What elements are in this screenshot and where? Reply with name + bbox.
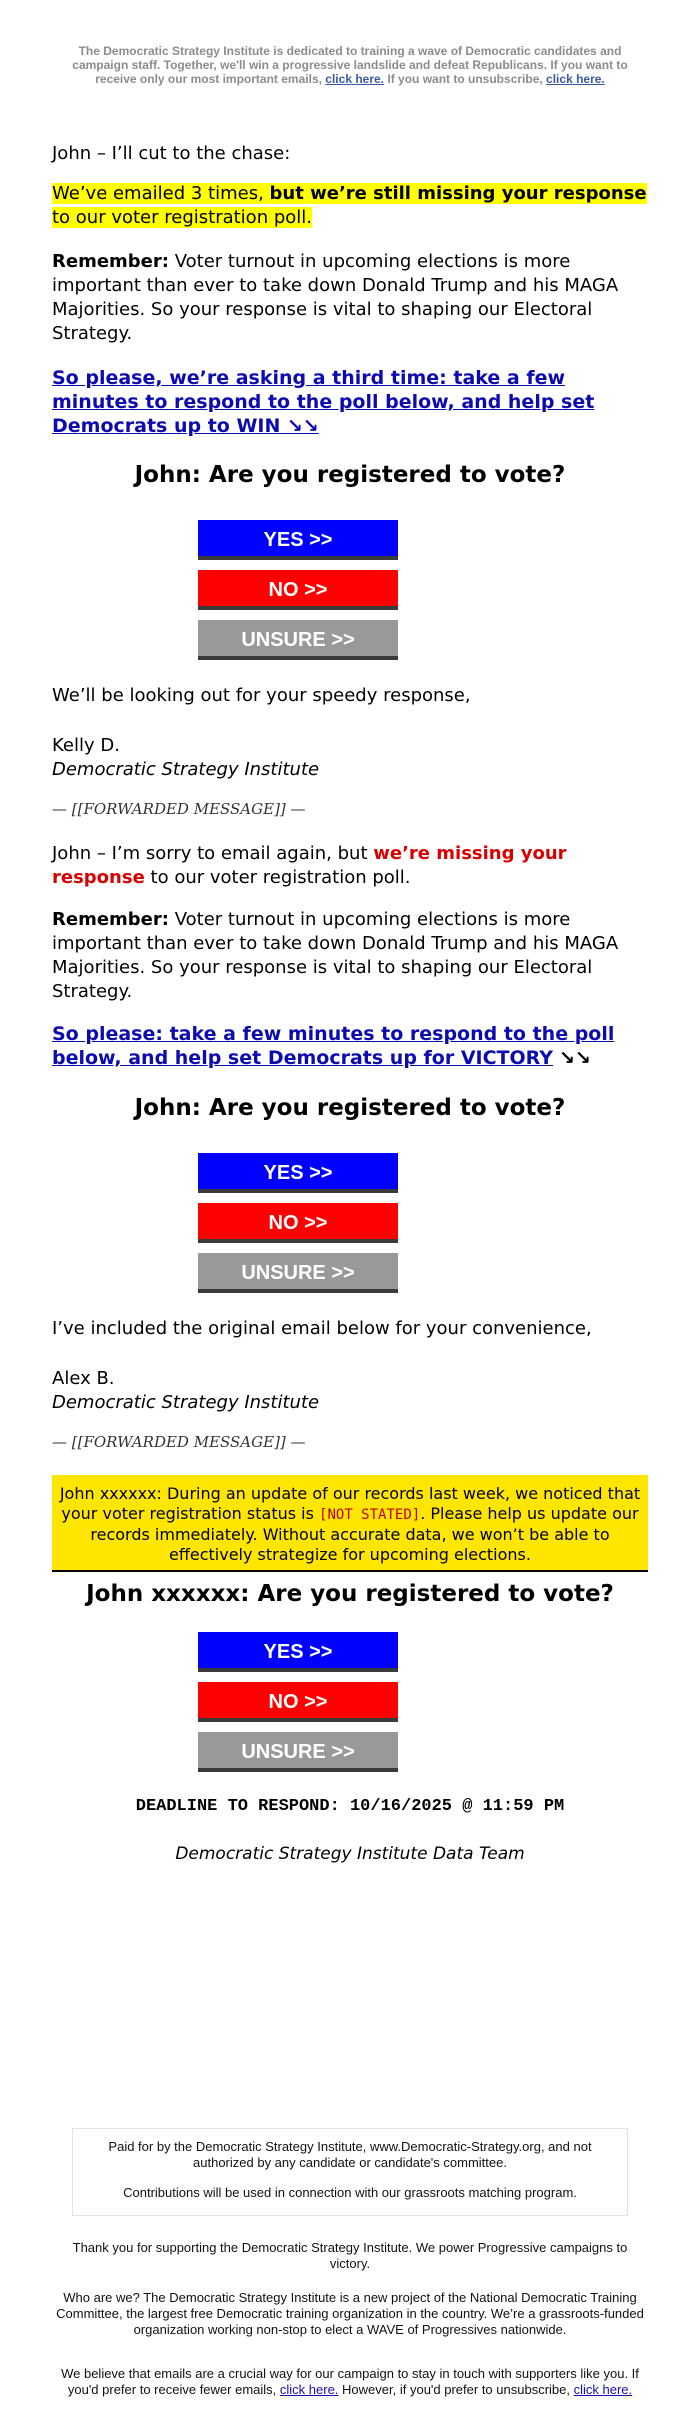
preheader-text: The Democratic Strategy Institute is dedicated to training a wave of Democratic candidates and campaign staff. Together, we'll win a progressive landslide and defeat Republicans. If you want to receive only our most important emails,	[72, 44, 628, 86]
unsure-button-2[interactable]: UNSURE >>	[198, 1253, 398, 1293]
disclaimer-box	[72, 2128, 628, 2216]
question-heading-3: John xxxxxx: Are you registered to vote?	[86, 1581, 614, 1607]
forwarded-divider: — [[FORWARDED MESSAGE]] —	[52, 800, 306, 818]
highlight-paragraph	[52, 182, 652, 230]
unsubscribe-link[interactable]: click here.	[573, 2382, 633, 2397]
remember-text: Voter turnout in upcoming elections is more important than ever to take down Donald Trump and his MAGA Majorities. So your response is vital to shaping our Electoral Strategy.	[52, 251, 619, 344]
yes-button[interactable]: YES >>	[198, 520, 398, 560]
email-preferences	[52, 2366, 648, 2398]
no-button[interactable]: NO >>	[198, 570, 398, 610]
sender-org: Democratic Strategy Institute	[52, 759, 320, 780]
highlight-end: to our voter registration poll.	[52, 207, 312, 228]
forwarded-divider-2: — [[FORWARDED MESSAGE]] —	[52, 1433, 306, 1451]
who-text: Who are we? The Democratic Strategy Institute is a new project of the National Democratic Training Committee, the largest free Democratic training organization in the country. We’re a grassroots-funded organization working non-stop to elect a WAVE of Progressives nationwide.	[56, 2290, 644, 2337]
remember-label: Remember:	[52, 251, 169, 272]
unsure-button[interactable]: UNSURE >>	[198, 620, 398, 660]
remember-paragraph	[52, 250, 642, 346]
remember-text-2: Voter turnout in upcoming elections is more important than ever to take down Donald Trump and his MAGA Majorities. So your response is vital to shaping our Electoral Strategy.	[52, 909, 619, 1002]
unsure-button-3[interactable]: UNSURE >>	[198, 1732, 398, 1772]
preheader-text-middle: If you want to unsubscribe,	[387, 72, 543, 86]
notice-start: John xxxxxx: During an update of our records last week, we noticed that your voter registration status is	[59, 1484, 641, 1523]
highlight-bold: but we’re still missing your response	[269, 183, 647, 204]
notice-end: . Please help us update our records immediately. Without accurate data, we won’t be able to effectively strategize for upcoming elections.	[90, 1504, 639, 1564]
fewer-emails-link[interactable]: click here.	[279, 2382, 339, 2397]
greeting: John – I’ll cut to the chase:	[52, 143, 291, 164]
registration-notice	[52, 1475, 648, 1572]
no-button-3[interactable]: NO >>	[198, 1682, 398, 1722]
cta-link-2[interactable]: So please: take a few minutes to respond to the poll below, and help set Democrats up for VICTORY	[52, 1023, 615, 1069]
intro-paragraph	[52, 842, 652, 890]
preheader-important-link[interactable]: click here.	[325, 72, 385, 86]
question-heading: John: Are you registered to vote?	[134, 462, 566, 488]
status-value: [NOT STATED]	[319, 1507, 421, 1523]
cta-link[interactable]: So please, we’re asking a third time: take a few minutes to respond to the poll below, and help set Democrats up to WIN ↘↘	[52, 367, 595, 437]
signoff: We’ll be looking out for your speedy response,	[52, 685, 471, 706]
intro-end: to our voter registration poll.	[150, 867, 411, 888]
yes-button-3[interactable]: YES >>	[198, 1632, 398, 1672]
remember-paragraph-2	[52, 908, 642, 1004]
sender-name: Kelly D.	[52, 735, 120, 756]
intro-red: we’re missing your response	[52, 843, 567, 888]
sender-org-2: Democratic Strategy Institute	[52, 1392, 320, 1413]
preheader	[52, 44, 648, 86]
no-button-2[interactable]: NO >>	[198, 1203, 398, 1243]
deadline: DEADLINE TO RESPOND: 10/16/2025 @ 11:59 PM	[135, 1797, 565, 1816]
yes-button-2[interactable]: YES >>	[198, 1153, 398, 1193]
team-signature: Democratic Strategy Institute Data Team	[175, 1844, 525, 1864]
believe-middle: However, if you'd prefer to unsubscribe,	[342, 2382, 570, 2397]
intro-start: John – I’m sorry to email again, but	[52, 843, 368, 864]
paid-for-text: Paid for by the Democratic Strategy Institute, www.Democratic-Strategy.org, and not authorized by any candidate or candidate's committee.	[108, 2139, 592, 2170]
thanks-text: Thank you for supporting the Democratic Strategy Institute. We power Progressive campaigns to victory.	[72, 2240, 628, 2271]
believe-start: We believe that emails are a crucial way for our campaign to stay in touch with supporters like you. If you'd prefer to receive fewer emails,	[61, 2366, 639, 2397]
cta-arrows: ↘↘	[559, 1047, 591, 1069]
question-heading-2: John: Are you registered to vote?	[134, 1095, 566, 1121]
cta-paragraph-2	[52, 1022, 652, 1070]
remember-label-2: Remember:	[52, 909, 169, 930]
sender-name-2: Alex B.	[52, 1368, 115, 1389]
preheader-unsubscribe-link[interactable]: click here.	[546, 72, 605, 86]
highlight-normal: We’ve emailed 3 times,	[52, 183, 264, 204]
signoff-2: I’ve included the original email below for your convenience,	[52, 1318, 592, 1339]
contributions-text: Contributions will be used in connection with our grassroots matching program.	[123, 2185, 577, 2200]
